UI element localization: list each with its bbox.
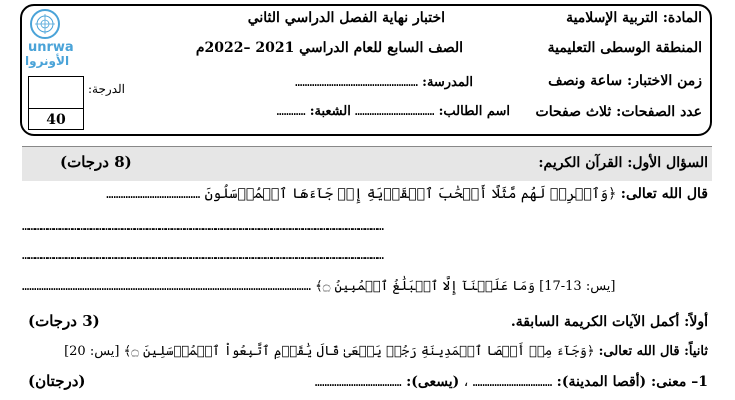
part2-verse: ﴿وَجَآءَ مِنۡ أَقۡصَا ٱلۡمَدِينَةِ رَجُلٞ يَسۡعَىٰ قَالَ يَٰقَوۡمِ ٱتَّبِعُواْ ٱلۡمُرۡسَلِينَ ۝﴾ bbox=[123, 344, 595, 359]
grade-field bbox=[88, 82, 125, 96]
section-dots: ………… bbox=[276, 104, 306, 118]
logo-text-ar: الأونروا bbox=[25, 54, 70, 68]
un-emblem-icon bbox=[30, 9, 60, 39]
duration-label: زمن الاختبار: ساعة ونصف bbox=[548, 73, 702, 89]
meaning-dots-1: …………………………… bbox=[472, 375, 553, 389]
meaning-label: 1– معنى: (أقصا المدينة): bbox=[556, 374, 708, 390]
meaning-line bbox=[315, 374, 708, 390]
total-grade: 40 bbox=[46, 112, 66, 128]
verse-line-1 bbox=[106, 186, 708, 202]
grade-label: الدرجة: bbox=[88, 82, 125, 96]
answer-line-2: ………………………………………………………………………………………………………………………………………………………… bbox=[22, 248, 384, 262]
verse-dots-1: ………………………………… bbox=[106, 187, 201, 201]
meaning-dots-2: ……………………………… bbox=[314, 375, 402, 389]
part2-label: ثانياً: قال الله تعالى: bbox=[598, 344, 708, 359]
verse-ref: [يس: 13-17] bbox=[539, 279, 616, 294]
region-label: المنطقة الوسطى التعليمية bbox=[547, 40, 702, 56]
school-field bbox=[295, 75, 473, 90]
subject-label: المادة: التربية الإسلامية bbox=[566, 10, 702, 26]
logo-text-en: unrwa bbox=[28, 40, 74, 55]
part1-title: أولاً: أكمل الآيات الكريمة السابقة. bbox=[510, 314, 708, 330]
school-label: المدرسة: bbox=[422, 75, 473, 90]
part2-line bbox=[64, 344, 708, 359]
q1-title: السؤال الأول: القرآن الكريم: bbox=[538, 155, 708, 171]
intro-label: قال الله تعالى: bbox=[620, 186, 708, 202]
meaning-marks: (درجتان) bbox=[28, 372, 86, 390]
verse-end-line bbox=[22, 279, 615, 294]
student-field bbox=[277, 104, 510, 119]
part1-marks: (3 درجات) bbox=[28, 312, 100, 330]
answer-line-1: ………………………………………………………………………………………………………………………………………………………… bbox=[22, 219, 384, 233]
class-year: الصف السابع للعام الدراسي 2021 –2022م bbox=[195, 40, 463, 56]
school-dots: …………………………………………… bbox=[295, 75, 418, 89]
student-dots: …………………………… bbox=[354, 104, 435, 118]
exam-title: اختبار نهاية الفصل الدراسي الثاني bbox=[247, 10, 445, 26]
part2-ref: [يس: 20] bbox=[64, 344, 120, 359]
meaning-sep: ، bbox=[463, 374, 469, 390]
verse-end-text: وَمَا عَلَيۡنَآ إِلَّا ٱلۡبَلَٰغُ ٱلۡمُبِينُ ۝﴾ bbox=[315, 279, 535, 294]
meaning-word-2: (يسعى): bbox=[406, 374, 460, 390]
q1-marks: (8 درجات) bbox=[60, 153, 132, 171]
section-label: الشعبة: bbox=[309, 104, 351, 119]
grade-divider bbox=[28, 108, 84, 109]
verse-end-dots: ………………………………………………………………………………………………………… bbox=[22, 279, 311, 293]
pages-label: عدد الصفحات: ثلاث صفحات bbox=[535, 104, 702, 120]
verse-text-1: ﴿وَٱضۡرِبۡ لَهُم مَّثَلًا أَصۡحَٰبَ ٱلۡقَرۡيَةِ إِذۡ جَآءَهَا ٱلۡمُرۡسَلُونَ bbox=[204, 186, 617, 202]
student-label: اسم الطالب: bbox=[438, 104, 510, 119]
